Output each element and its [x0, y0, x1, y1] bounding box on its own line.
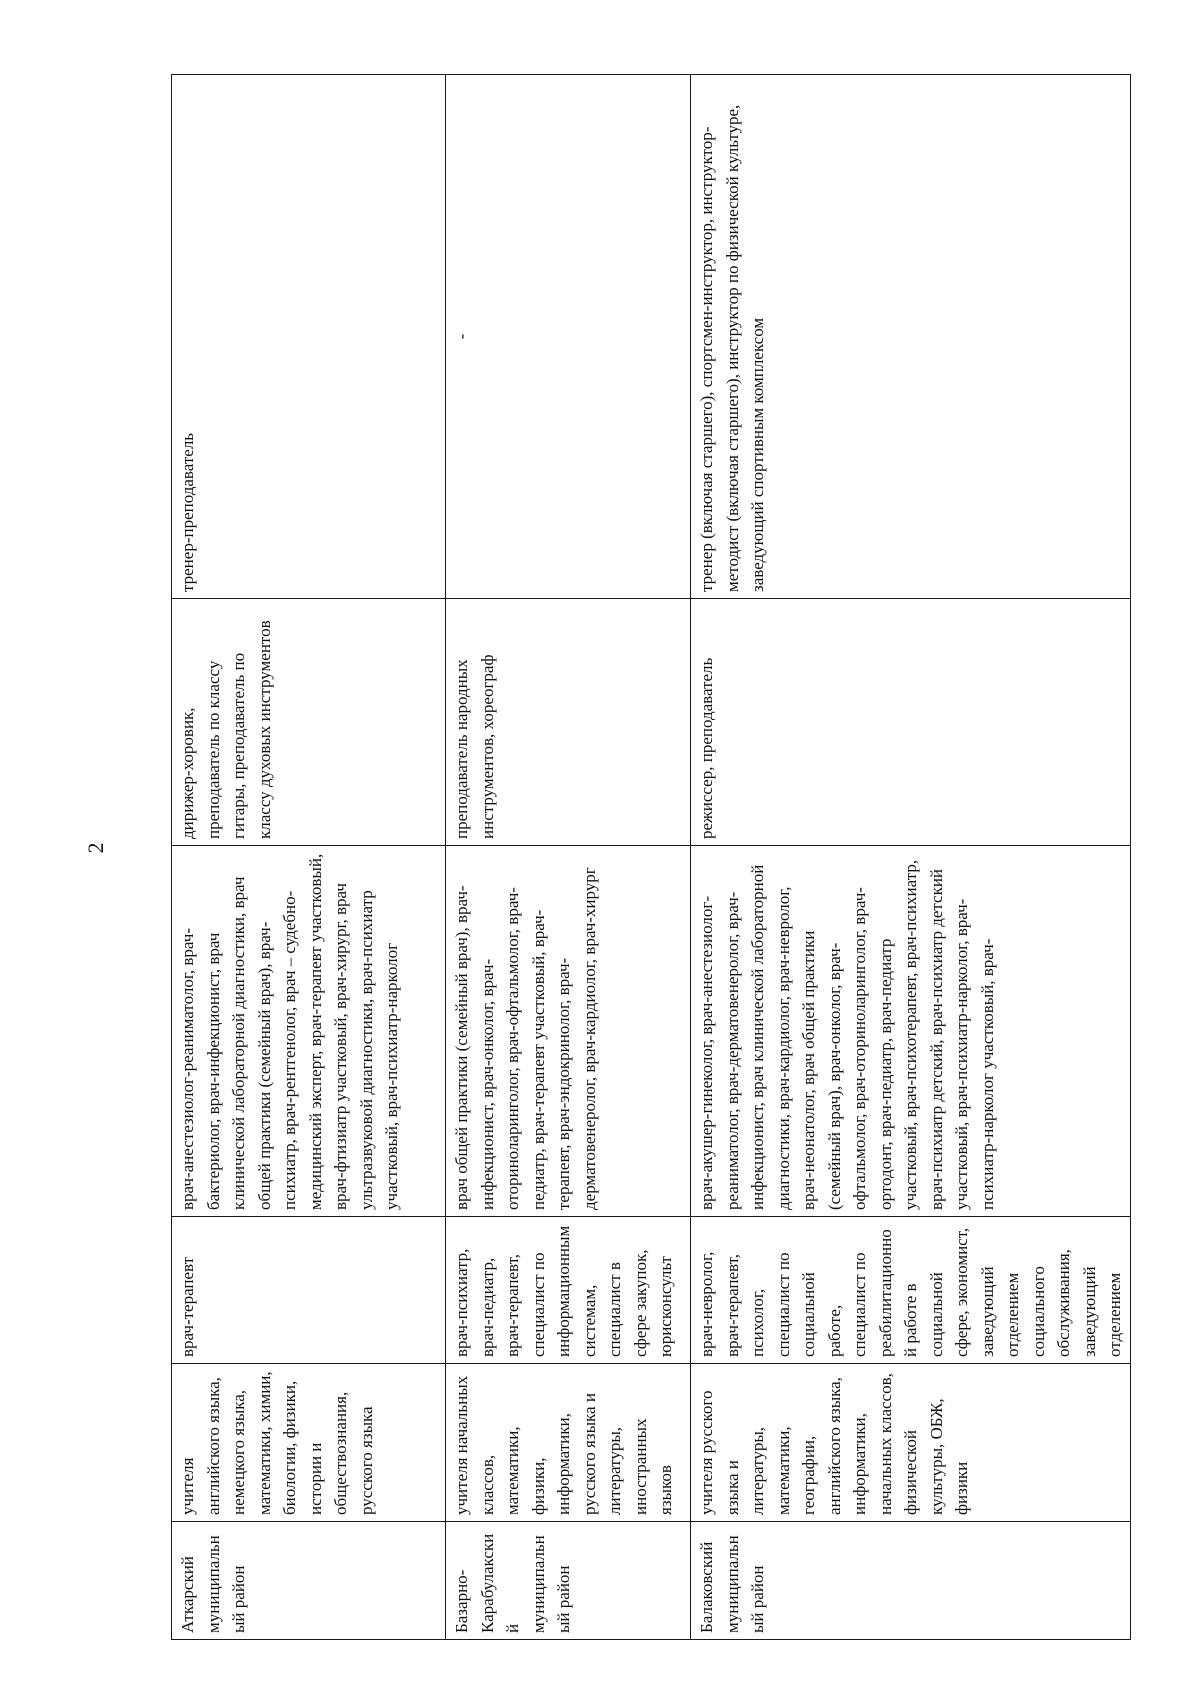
doctors-cell: врач-акушер-гинеколог, врач-анестезиолог-реаниматолог, врач-дерматовенеролог, врач-инфекционист, врач клинической лабораторной диагностики, врач-кардиолог, врач-невролог, врач-неонатолог, врач общей практики (семейный врач), врач-онколог, врач-офтальмолог, врач-оториноларинголог, врач-ортодонт, врач-педиатр, врач-педиатр участковый, врач-психотерапевт, врач-психиатр, врач-психиатр детский, врач-психиатр детский участковый, врач-психиатр-нарколог, врач-психиатр-нарколог участковый, врач- — [691, 846, 1131, 1217]
sport-cell: тренер-преподаватель — [172, 75, 446, 599]
table-row — [172, 75, 446, 1640]
social-cell: врач-невролог, врач-терапевт, психолог, специалист по социальной работе, специалист по реабилитационной работе в социальной сфере, экономист, заведующий отделением социального обслуживания, заведующий отделением — [691, 1217, 1131, 1364]
vacancy-table — [171, 74, 1131, 1640]
teachers-cell: учителя начальных классов, математики, физики, информатики, русского языка и литературы, иностранных языков — [446, 1364, 691, 1522]
sport-cell: тренер (включая старшего), спортсмен-инструктор, инструктор-методист (включая старшего), инструктор по физической культуре, заведующий спортивным комплексом — [691, 75, 1131, 599]
district-cell: Аткарский муниципальный район — [172, 1522, 446, 1640]
culture-cell: дирижер-хоровик, преподаватель по классу гитары, преподаватель по классу духовых инструментов — [172, 599, 446, 846]
culture-cell: режиссер, преподаватель — [691, 599, 1131, 846]
sport-cell: - — [446, 75, 691, 599]
doctors-cell: врач-анестезиолог-реаниматолог, врач-бактериолог, врач-инфекционист, врач клинической лабораторной диагностики, врач общей практики (семейный врач), врач-психиатр, врач-рентгенолог, врач – судебно-медицинский эксперт, врач-терапевт участковый, врач-фтизиатр участковый, врач-хирург, врач ультразвуковой диагностики, врач-психиатр участковый, врач-психиатр-нарколог — [172, 846, 446, 1217]
culture-cell: преподаватель народных инструментов, хореограф — [446, 599, 691, 846]
rotated-table-frame — [171, 75, 1124, 1640]
district-cell: Базарно-Карабулакский муниципальный район — [446, 1522, 691, 1640]
page-number: 2 — [83, 842, 108, 854]
doctors-cell: врач общей практики (семейный врач), врач-инфекционист, врач-онколог, врач-оториноларинголог, врач-офтальмолог, врач-педиатр, врач-терапевт участковый, врач-терапевт, врач-эндокринолог, врач-дерматовенеролог, врач-кардиолог, врач-хирург — [446, 846, 691, 1217]
teachers-cell: учителя английского языка, немецкого языка, математики, химии, биологии, физики, истории и обществознания, русского языка — [172, 1364, 446, 1522]
table-row — [691, 75, 1131, 1640]
district-cell: Балаковский муниципальный район — [691, 1522, 1131, 1640]
teachers-cell: учителя русского языка и литературы, математики, географии, английского языка, информатики, начальных классов, физической культуры, ОБЖ, физики — [691, 1364, 1131, 1522]
social-cell: врач-психиатр, врач-педиатр, врач-терапевт, специалист по информационным системам, специалист в сфере закупок, юрисконсульт — [446, 1217, 691, 1364]
table-row — [446, 75, 691, 1640]
social-cell: врач-терапевт — [172, 1217, 446, 1364]
